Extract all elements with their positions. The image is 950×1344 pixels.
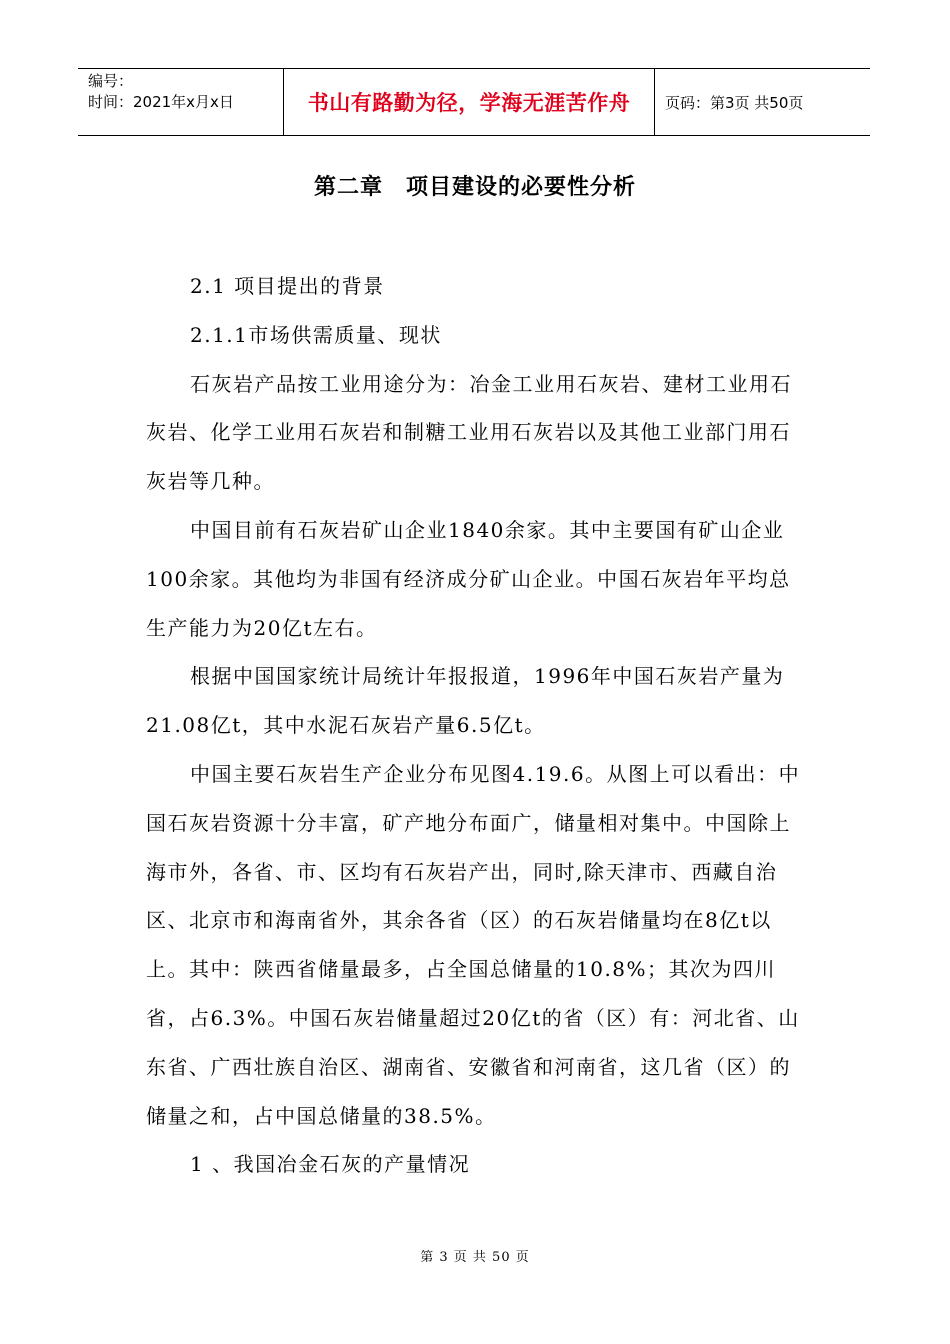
section-heading: 2.1 项目提出的背景 xyxy=(190,274,385,298)
header-table xyxy=(78,68,870,136)
header-motto: 书山有路勤为径，学海无涯苦作舟 xyxy=(283,69,655,135)
subsection-heading: 2.1.1市场供需质量、现状 xyxy=(190,322,442,347)
body-paragraph: 根据中国国家统计局统计年报报道，1996年中国石灰岩产量为21.08亿t，其中水泥石灰岩产量6.5亿t。 xyxy=(146,664,785,738)
body-paragraph: 石灰岩产品按工业用途分为：冶金工业用石灰岩、建材工业用石灰岩、化学工业用石灰岩和制糖工业用石灰岩以及其他工业部门用石灰岩等几种。 xyxy=(146,371,792,494)
header-page-info: 页码：第3页 共50页 xyxy=(665,93,804,112)
document-body xyxy=(146,262,806,1189)
list-item-heading: 1 、我国冶金石灰的产量情况 xyxy=(190,1152,471,1177)
document-date: 时间：2021年x月x日 xyxy=(88,93,234,111)
body-paragraph: 中国主要石灰岩生产企业分布见图4.19.6。从图上可以看出：中国石灰岩资源十分丰富，矿产地分布面广，储量相对集中。中国除上海市外，各省、市、区均有石灰岩产出，同时,除天津市、西藏自治区、北京市和海南省外，其余各省（区）的石灰岩储量均在8亿t以上。其中：陕西省储量最多，占全国总储量的10.8%；其次为四川省，占6.3%。中国石灰岩储量超过20亿t的省（区）有：河北省、山东省、广西壮族自治区、湖南省、安徽省和河南省，这几省（区）的储量之和，占中国总储量的38.5%。 xyxy=(146,761,801,1128)
document-number-label: 编号： xyxy=(88,72,134,90)
page-footer: 第 3 页 共 50 页 xyxy=(420,1250,530,1265)
body-paragraph: 中国目前有石灰岩矿山企业1840余家。其中主要国有矿山企业100余家。其他均为非国有经济成分矿山企业。中国石灰岩年平均总生产能力为20亿t左右。 xyxy=(146,517,791,640)
header-meta xyxy=(78,69,283,135)
chapter-title: 第二章 项目建设的必要性分析 xyxy=(313,175,636,200)
